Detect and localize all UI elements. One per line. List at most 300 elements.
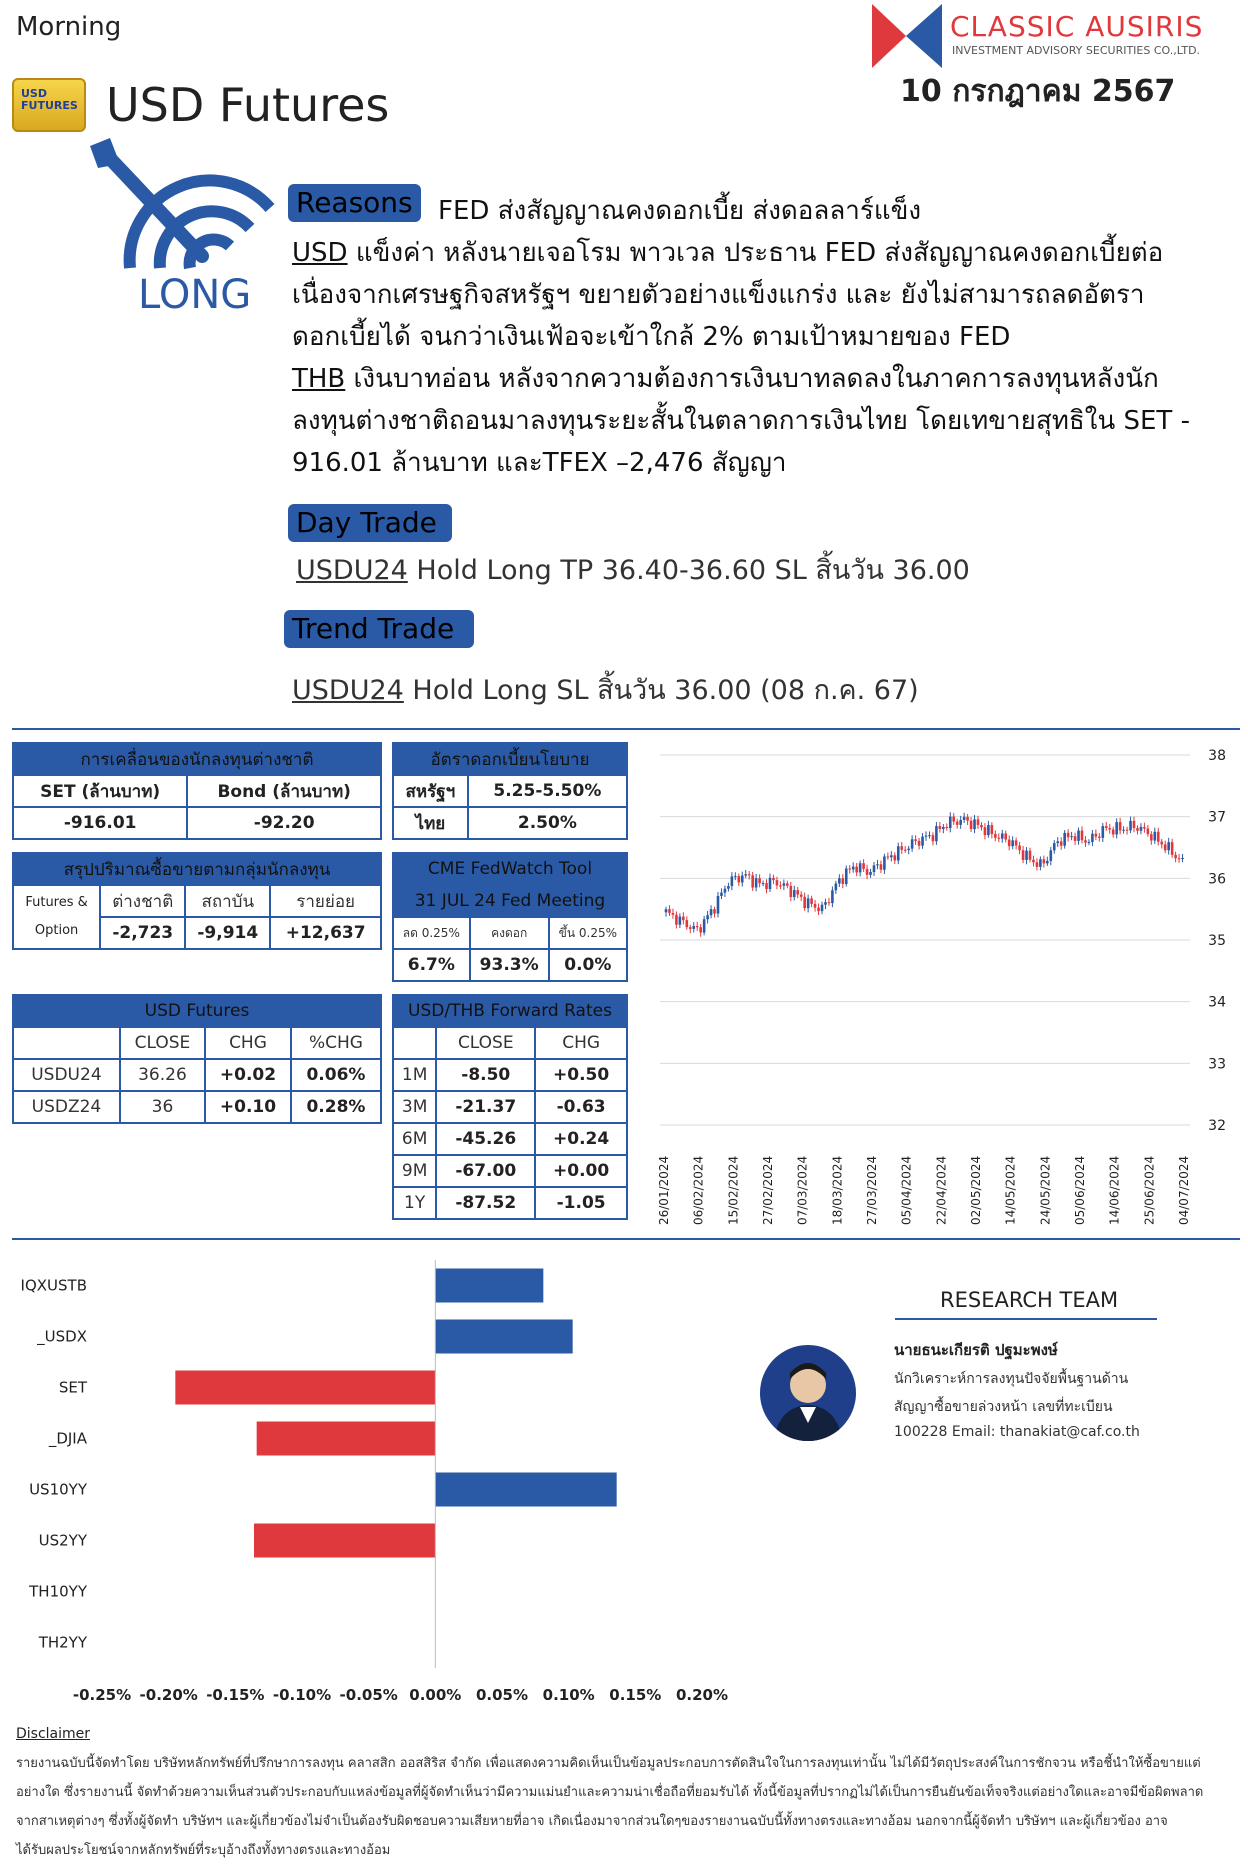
research-team-title: RESEARCH TEAM (940, 1288, 1119, 1312)
usd-futures-header: CHG (205, 1027, 291, 1059)
candle-body (1060, 841, 1063, 845)
candle-body (776, 880, 779, 885)
futures-chg: +0.10 (205, 1091, 291, 1123)
candle-body (1174, 855, 1177, 858)
disclaimer-line-2: อย่างใด ซึ่งรายงานนี้ จัดทำด้วยความเห็นส่วนตัวประกอบกับแหล่งข้อมูลที่ผู้จัดทำเห็นว่ามีความแม่นยำและความน่าเชื่อถือที่ยอมรับได้ ทั้งนี้ข้อมูลที่ปรากฏไม่ได้เป็นการยืนยันข้อเท็จจริงแต่อย่างใดและอาจมีข้อผิดพลาด (16, 1785, 1204, 1800)
candle-body (980, 825, 983, 827)
forward-close: -45.26 (436, 1123, 535, 1155)
candle-body (1129, 821, 1132, 831)
candle-body (1126, 830, 1129, 831)
bar-category-label: _USDX (37, 1327, 87, 1346)
candle-body (824, 902, 827, 905)
forward-tenor: 6M (393, 1123, 436, 1155)
policy-rate-title: อัตราดอกเบี้ยนโยบาย (393, 743, 627, 775)
report-date: 10 กรกฎาคม 2567 (900, 74, 1176, 109)
x-tick-label: -0.25% (72, 1686, 132, 1704)
usd-futures-table-title: USD Futures (13, 995, 381, 1027)
candle-body (873, 865, 876, 872)
candle-body (1077, 831, 1080, 841)
candle-body (1108, 828, 1111, 829)
x-tick-label: 22/04/2024 (934, 1155, 949, 1225)
x-tick-label: 14/06/2024 (1107, 1155, 1122, 1225)
candle-body (1136, 828, 1139, 831)
fedwatch-value: 6.7% (393, 949, 470, 981)
bar-category-label: US2YY (38, 1531, 87, 1550)
candle-body (675, 915, 678, 925)
forward-header: CLOSE (436, 1027, 535, 1059)
y-tick-label: 32 (1208, 1118, 1226, 1134)
candle-body (1046, 861, 1049, 863)
y-tick-label: 35 (1208, 933, 1226, 949)
futures-symbol: USDZ24 (13, 1091, 120, 1123)
x-tick-label: 0.05% (475, 1686, 529, 1704)
candle-body (724, 889, 727, 893)
candle-body (1018, 845, 1021, 850)
brand-subtitle: INVESTMENT ADVISORY SECURITIES CO.,LTD. (952, 44, 1201, 57)
policy-rate-value: 5.25-5.50% (468, 775, 627, 807)
page-title: USD Futures (106, 78, 390, 132)
candle-body (935, 826, 938, 841)
policy-rate-country: สหรัฐฯ (393, 775, 468, 807)
candle-body (1025, 851, 1028, 860)
candle-body (817, 908, 820, 911)
candle-body (1160, 842, 1163, 845)
candle-body (821, 905, 824, 911)
reasons-label: Reasons (288, 184, 421, 222)
candle-body (734, 876, 737, 877)
candle-body (1181, 858, 1184, 859)
candle-body (831, 890, 834, 903)
x-tick-label: -0.20% (139, 1686, 198, 1704)
fedwatch-title: CME FedWatch Tool (393, 853, 627, 885)
trend-trade-label: Trend Trade (284, 610, 474, 648)
candle-body (946, 827, 949, 828)
candle-body (987, 825, 990, 835)
day-trade-label: Day Trade (288, 504, 452, 542)
futures-symbol: USDU24 (13, 1059, 120, 1091)
candle-body (1067, 833, 1070, 837)
candle-body (880, 864, 883, 869)
disclaimer-title: Disclaimer (16, 1726, 91, 1742)
candle-body (783, 883, 786, 885)
x-tick-label: 27/02/2024 (761, 1155, 775, 1225)
bar-category-label: TH2YY (38, 1633, 87, 1652)
reasons-headline: FED ส่งสัญญาณคงดอกเบี้ย ส่งดอลลาร์แข็ง (438, 196, 922, 226)
candle-body (835, 884, 838, 891)
table-row (393, 1059, 627, 1091)
investor-summary-table (12, 852, 382, 950)
bar (257, 1422, 436, 1456)
candle-body (699, 927, 702, 932)
candle-body (925, 836, 928, 837)
forward-close: -8.50 (436, 1059, 535, 1091)
candle-body (855, 867, 858, 873)
forward-close: -21.37 (436, 1091, 535, 1123)
forward-chg: +0.00 (535, 1155, 627, 1187)
candle-body (717, 896, 720, 914)
forward-chg: -1.05 (535, 1187, 627, 1219)
forward-rates-table (392, 994, 628, 1220)
candle-body (682, 917, 685, 921)
forward-tenor: 1Y (393, 1187, 436, 1219)
forward-tenor: 3M (393, 1091, 436, 1123)
report-session-label: Morning (16, 12, 122, 42)
candle-body (720, 893, 723, 896)
forward-header: CHG (535, 1027, 627, 1059)
candle-body (758, 878, 761, 883)
candle-body (755, 878, 758, 887)
candle-body (921, 837, 924, 846)
candle-body (1167, 842, 1170, 850)
x-tick-label: 0.15% (609, 1686, 662, 1704)
disclaimer-line-4: ได้รับผลประโยชน์จากหลักทรัพย์ที่ระบุอ้างถึงทั้งทางตรงและทางอ้อม (16, 1843, 391, 1858)
bar (435, 1473, 616, 1507)
candle-body (800, 895, 803, 897)
investor-header: ต่างชาติ (100, 885, 185, 917)
table-row (393, 1155, 627, 1187)
futures-pct: 0.06% (291, 1059, 381, 1091)
y-tick-label: 38 (1208, 748, 1226, 764)
candle-body (706, 915, 709, 919)
candle-body (883, 856, 886, 869)
fedwatch-header: ลด 0.25% (393, 917, 470, 949)
market-change-bar-chart (12, 1250, 732, 1710)
day-trade-text: USDU24 Hold Long TP 36.40-36.60 SL สิ้นวัน 36.00 (296, 555, 970, 586)
candle-body (904, 850, 907, 851)
candle-body (952, 817, 955, 822)
disclaimer-line-3: จากสาเหตุต่างๆ ซึ่งทั้งผู้จัดทำ บริษัทฯ และผู้เกี่ยวข้องไม่จำเป็นต้องรับผิดชอบความเสียหายที่อาจ เกิดเนื่องมาจากส่วนใดๆของรายงานฉบับนี้ทั้งทางตรงและทางอ้อม นอกจากนี้ผู้จัดทำ บริษัทฯ และผู้เกี่ยวข้อง อาจ (16, 1814, 1168, 1829)
candle-body (859, 863, 862, 872)
x-tick-label: 06/02/2024 (691, 1155, 706, 1225)
candle-body (765, 883, 768, 889)
candle-body (866, 869, 869, 875)
bar-category-label: _DJIA (48, 1429, 87, 1448)
candle-body (769, 878, 772, 889)
bar-category-label: SET (58, 1378, 87, 1397)
candle-body (1063, 833, 1066, 846)
x-tick-label: 26/01/2024 (657, 1155, 671, 1225)
forward-chg: +0.50 (535, 1059, 627, 1091)
forward-tenor: 1M (393, 1059, 436, 1091)
candle-body (1008, 840, 1011, 847)
candle-body (1015, 840, 1018, 845)
candle-body (1095, 834, 1098, 837)
policy-rate-value: 2.50% (468, 807, 627, 839)
analyst-avatar (760, 1345, 856, 1441)
candle-body (1084, 840, 1087, 842)
usd-futures-header: CLOSE (120, 1027, 205, 1059)
forward-tenor: 9M (393, 1155, 436, 1187)
analyst-contact: 100228 Email: thanakiat@caf.co.th (894, 1424, 1140, 1440)
candle-body (1140, 827, 1143, 831)
futures-close: 36 (120, 1091, 205, 1123)
candle-body (939, 826, 942, 829)
forward-chg: -0.63 (535, 1091, 627, 1123)
candle-body (751, 875, 754, 887)
candle-body (894, 855, 897, 860)
candle-body (845, 869, 848, 884)
y-tick-label: 33 (1208, 1056, 1226, 1073)
candle-body (710, 909, 713, 915)
investor-summary-title: สรุปปริมาณซื้อขายตามกลุ่มนักลงทุน (13, 853, 381, 885)
x-tick-label: 25/06/2024 (1142, 1155, 1157, 1225)
x-tick-label: 02/05/2024 (969, 1155, 983, 1225)
candle-body (779, 885, 782, 886)
usd-reason-line-1: USD แข็งค่า หลังนายเจอโรม พาวเวล ประธาน FED ส่งสัญญาณคงดอกเบี้ยต่อ (292, 238, 1164, 268)
candle-body (741, 876, 744, 883)
candle-body (911, 839, 914, 848)
candle-body (1112, 829, 1115, 834)
candle-body (1039, 859, 1042, 867)
fedwatch-table (392, 852, 628, 982)
forward-chg: +0.24 (535, 1123, 627, 1155)
candle-body (838, 878, 841, 883)
brand-name: CLASSIC AUSIRIS (950, 10, 1204, 43)
forward-close: -67.00 (436, 1155, 535, 1187)
forward-close: -87.52 (436, 1187, 535, 1219)
candle-body (848, 869, 851, 870)
candle-body (1164, 844, 1167, 850)
candle-body (1056, 841, 1059, 843)
candle-body (772, 878, 775, 880)
x-tick-label: -0.10% (272, 1686, 332, 1704)
candle-body (803, 897, 806, 908)
candle-body (1178, 858, 1181, 859)
research-divider (895, 1318, 1157, 1320)
foreign-flow-col-bond: Bond (ล้านบาท) (187, 775, 381, 807)
fedwatch-subtitle: 31 JUL 24 Fed Meeting (393, 885, 627, 917)
forward-corner (393, 1027, 436, 1059)
table-row (13, 1091, 381, 1123)
candle-body (696, 926, 699, 927)
candle-body (679, 917, 682, 925)
bar (435, 1320, 572, 1354)
usd-futures-table (12, 994, 382, 1124)
analyst-role-line-1: นักวิเคราะห์การลงทุนปัจจัยพื้นฐานด้าน (894, 1371, 1129, 1387)
fedwatch-header: ขึ้น 0.25% (549, 917, 627, 949)
bar-category-label: IQXUSTB (20, 1276, 87, 1295)
candle-body (1081, 831, 1084, 841)
x-tick-label: 14/05/2024 (1003, 1155, 1018, 1225)
candle-body (828, 902, 831, 903)
section-divider-top (12, 728, 1240, 730)
candle-body (786, 883, 789, 885)
bar (175, 1371, 435, 1405)
candle-body (1070, 836, 1073, 837)
policy-rate-country: ไทย (393, 807, 468, 839)
y-tick-label: 36 (1208, 871, 1226, 888)
bar-category-label: US10YY (29, 1480, 87, 1499)
signal-label: LONG (138, 272, 252, 318)
candle-body (928, 835, 931, 836)
investor-value: -2,723 (100, 917, 185, 949)
candle-body (852, 867, 855, 870)
candle-body (956, 822, 959, 825)
investor-value: +12,637 (270, 917, 381, 949)
thb-keyword: THB (292, 364, 346, 394)
candle-body (1157, 832, 1160, 842)
candle-body (1091, 834, 1094, 842)
candle-body (907, 849, 910, 850)
candle-body (862, 863, 865, 869)
futures-close: 36.26 (120, 1059, 205, 1091)
candle-body (665, 909, 668, 912)
candle-body (727, 886, 730, 889)
candle-body (1171, 842, 1174, 855)
candle-body (991, 825, 994, 834)
x-tick-label: 0.00% (409, 1686, 462, 1704)
candle-body (1004, 833, 1007, 839)
candle-body (810, 898, 813, 904)
fedwatch-header: คงดอก (470, 917, 549, 949)
candle-body (973, 819, 976, 829)
x-tick-label: 07/03/2024 (795, 1155, 810, 1225)
foreign-flow-title: การเคลื่อนของนักลงทุนต่างชาติ (13, 743, 381, 775)
table-row (393, 1091, 627, 1123)
candle-body (1074, 836, 1077, 841)
usd-futures-header: %CHG (291, 1027, 381, 1059)
candle-body (796, 890, 799, 895)
candle-body (1150, 834, 1153, 840)
candle-body (1115, 822, 1118, 834)
y-tick-label: 34 (1208, 994, 1226, 1011)
candle-body (692, 926, 695, 929)
analyst-name: นายธนะเกียรติ ปฐมะพงษ์ (894, 1341, 1058, 1359)
candle-body (793, 890, 796, 897)
candle-body (748, 874, 751, 875)
x-tick-label: -0.15% (206, 1686, 265, 1704)
candle-body (1119, 822, 1122, 830)
x-tick-label: 05/06/2024 (1073, 1155, 1087, 1225)
candle-body (914, 839, 917, 841)
section-divider-bottom (12, 1238, 1240, 1240)
table-row (393, 1187, 627, 1219)
x-tick-label: 0.20% (675, 1686, 729, 1704)
candle-body (970, 821, 973, 829)
target-icon (90, 138, 280, 278)
usd-futures-logo-icon: USD FUTURES (12, 78, 86, 132)
candle-body (949, 817, 952, 828)
candle-body (689, 927, 692, 929)
candle-body (1022, 850, 1025, 860)
candle-body (890, 855, 893, 857)
candle-body (1133, 821, 1136, 828)
candle-body (842, 878, 845, 884)
thb-reason-line-1: THB เงินบาทอ่อน หลังจากความต้องการเงินบาทลดลงในภาคการลงทุนหลังนัก (292, 364, 1159, 394)
candle-body (959, 820, 962, 825)
x-tick-label: -0.05% (339, 1686, 398, 1704)
usd-keyword: USD (292, 238, 348, 268)
y-tick-label: 37 (1208, 809, 1226, 826)
x-tick-label: 04/07/2024 (1177, 1155, 1191, 1225)
person-icon (760, 1345, 856, 1441)
candle-body (966, 817, 969, 821)
x-tick-label: 24/05/2024 (1038, 1155, 1053, 1225)
trend-trade-symbol: USDU24 (292, 675, 404, 706)
candle-body (1011, 840, 1014, 846)
investor-header: สถาบัน (185, 885, 270, 917)
candle-body (686, 920, 689, 927)
thb-reason-line-3: 916.01 ล้านบาท และTFEX –2,476 สัญญา (292, 448, 787, 478)
candle-body (1122, 830, 1125, 831)
candle-body (887, 856, 890, 857)
forward-rates-title: USD/THB Forward Rates (393, 995, 627, 1027)
x-tick-label: 15/02/2024 (726, 1155, 741, 1225)
day-trade-symbol: USDU24 (296, 555, 408, 586)
investor-summary-row-label: Futures & Option (13, 885, 100, 949)
fedwatch-value: 0.0% (549, 949, 627, 981)
candle-body (932, 835, 935, 841)
foreign-flow-col-set: SET (ล้านบาท) (13, 775, 187, 807)
candle-body (994, 834, 997, 838)
candle-body (790, 886, 793, 897)
candle-body (942, 827, 945, 829)
futures-chg: +0.02 (205, 1059, 291, 1091)
x-tick-label: 18/03/2024 (830, 1155, 845, 1225)
candle-body (1032, 860, 1035, 863)
candle-body (1098, 837, 1101, 838)
candle-body (1105, 826, 1108, 828)
thb-reason-line-2: ลงทุนต่างชาติถอนมาลงทุนระยะสั้นในตลาดการเงินไทย โดยเทขายสุทธิใน SET - (292, 406, 1190, 436)
candle-body (672, 913, 675, 915)
candle-body (876, 864, 879, 865)
candle-body (984, 827, 987, 835)
candle-body (1050, 850, 1053, 861)
candle-body (1053, 843, 1056, 850)
analyst-role-line-2: สัญญาซื้อขายล่วงหน้า เลขที่ทะเบียน (894, 1399, 1113, 1415)
candle-body (963, 817, 966, 820)
foreign-flow-bond-value: -92.20 (187, 807, 381, 839)
candle-body (1143, 827, 1146, 829)
bar (435, 1269, 543, 1303)
candle-body (1036, 862, 1039, 867)
foreign-flow-set-value: -916.01 (13, 807, 187, 839)
candle-body (1147, 829, 1150, 835)
candle-body (814, 904, 817, 908)
candle-body (869, 872, 872, 875)
usdthb-candlestick-chart (650, 735, 1240, 1235)
candle-body (731, 876, 734, 886)
x-tick-label: 0.10% (542, 1686, 595, 1704)
candle-body (1001, 833, 1004, 838)
candle-body (897, 846, 900, 860)
investor-value: -9,914 (185, 917, 270, 949)
table-row (13, 1059, 381, 1091)
usd-reason-line-3: ดอกเบี้ยได้ จนกว่าเงินเฟ้อจะเข้าใกล้ 2% ตามเป้าหมายของ FED (292, 322, 1011, 352)
candle-body (1043, 859, 1046, 863)
candle-body (744, 874, 747, 875)
candle-body (1029, 851, 1032, 860)
candle-body (807, 898, 810, 908)
usd-futures-corner (13, 1027, 120, 1059)
bar-category-label: TH10YY (29, 1582, 87, 1601)
x-tick-label: 27/03/2024 (865, 1155, 879, 1225)
candle-body (668, 909, 671, 913)
foreign-flow-table (12, 742, 382, 840)
candle-body (998, 838, 1001, 839)
candle-body (703, 919, 706, 932)
candle-body (1088, 842, 1091, 843)
investor-header: รายย่อย (270, 885, 381, 917)
candle-body (738, 876, 741, 882)
candle-body (762, 883, 765, 884)
usd-reason-line-2: เนื่องจากเศรษฐกิจสหรัฐฯ ขยายตัวอย่างแข็งแกร่ง และ ยังไม่สามารถลดอัตรา (292, 280, 1145, 310)
candle-body (977, 819, 980, 825)
table-row (393, 1123, 627, 1155)
disclaimer-line-1: รายงานฉบับนี้จัดทำโดย บริษัทหลักทรัพย์ที่ปรึกษาการลงทุน คลาสสิก ออสสิริส จำกัด เพื่อแสดงความคิดเห็นเป็นข้อมูลประกอบการตัดสินใจในการลงทุนเท่านั้น ไม่ได้มีวัตถุประสงค์ในการชักจวน หรือชี้นำให้ซื้อขายแต่ (16, 1756, 1201, 1771)
candle-body (900, 846, 903, 850)
x-tick-label: 05/04/2024 (899, 1155, 914, 1225)
